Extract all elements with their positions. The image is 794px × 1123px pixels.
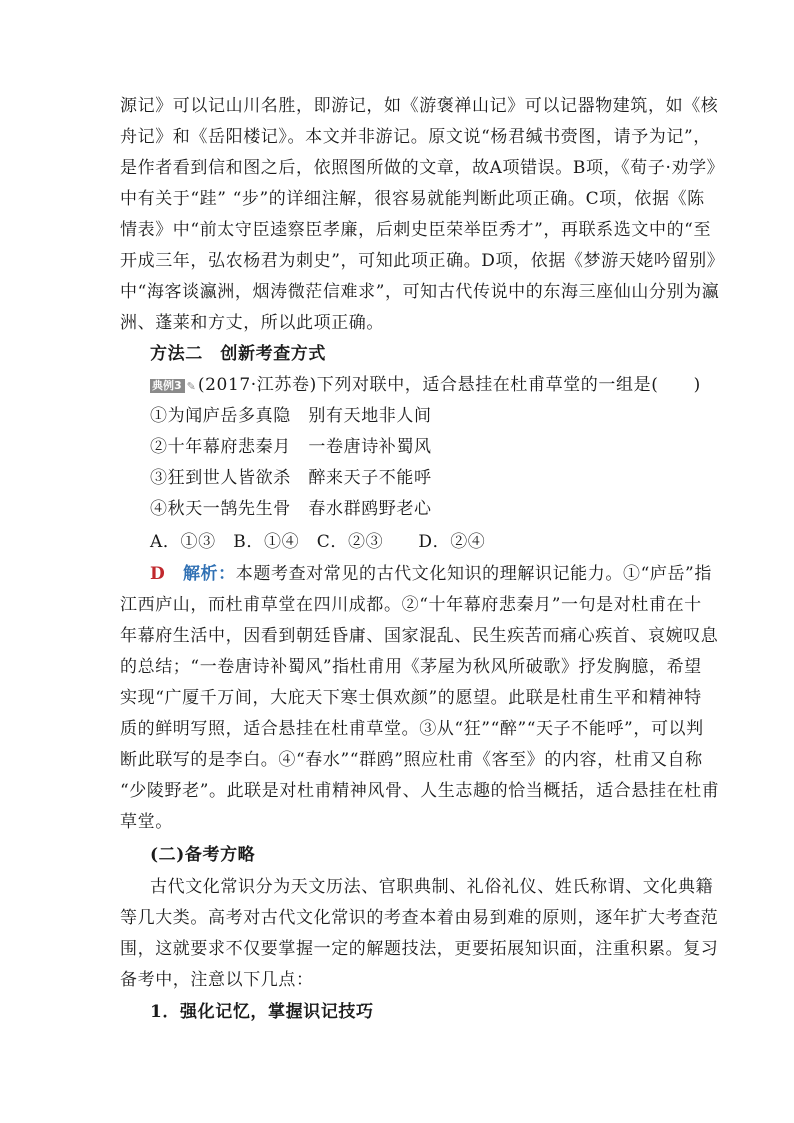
text-line: 洲、蓬莱和方丈，所以此项正确。 [120, 313, 384, 333]
analysis-line: 江西庐山，而杜甫草堂在四川成都。②“十年幕府悲秦月”一句是对杜甫在十 [120, 595, 702, 615]
strategy-line: 备考中，注意以下几点： [120, 970, 314, 990]
analysis-line: 断此联写的是李白。④“春水”“群鸥”照应杜甫《客至》的内容，杜甫又自称 [120, 750, 703, 770]
analysis-line: 年幕府生活中，因看到朝廷昏庸、国家混乱、民生疾苦而痛心疾首、哀婉叹息 [120, 626, 719, 646]
strategy-line: 等几大类。高考对古代文化常识的考查本着由易到难的原则，逐年扩大考查范 [120, 908, 719, 928]
point-heading: 1．强化记忆，掌握识记技巧 [150, 1002, 374, 1022]
couplet-option: ①为闻庐岳多真隐 别有天地非人间 [150, 406, 432, 426]
analysis-line: 的总结；“一卷唐诗补蜀风”指杜甫用《茅屋为秋风所破歌》抒发胸臆，希望 [120, 657, 702, 677]
method-heading: 方法二 创新考查方式 [150, 344, 326, 364]
strategy-line: 古代文化常识分为天文历法、官职典制、礼俗礼仪、姓氏称谓、文化典籍 [150, 877, 714, 897]
strategy-heading: (二)备考方略 [150, 845, 256, 865]
analysis-line: “少陵野老”。此联是对杜甫精神风骨、人生志趣的恰当概括，适合悬挂在杜甫 [120, 781, 720, 801]
text-line: 中“海客谈瀛洲，烟涛微茫信难求”，可知古代传说中的东海三座仙山分别为瀛 [120, 282, 720, 302]
analysis-line: 质的鲜明写照，适合悬挂在杜甫草堂。③从“狂”“醉”“天子不能呼”，可以判 [120, 719, 704, 739]
pen-icon: ✎ [186, 380, 196, 393]
text-line: 开成三年，弘农杨君为刺史”，可知此项正确。D项，依据《梦游天姥吟留别》 [120, 251, 725, 271]
example-question [150, 375, 710, 395]
text-line: 中有关于“跬” “步”的详细注解，很容易就能判断此项正确。C项，依据《陈 [120, 189, 705, 209]
example-question-text: (2017·江苏卷)下列对联中，适合悬挂在杜甫草堂的一组是( ) [197, 375, 701, 395]
couplet-option: ③狂到世人皆欲杀 醉来天子不能呼 [150, 468, 432, 488]
text-line: 情表》中“前太守臣逵察臣孝廉，后刺史臣荣举臣秀才”，再联系选文中的“至 [120, 220, 712, 240]
analysis-line: 实现“广厦千万间，大庇天下寒士俱欢颜”的愿望。此联是杜甫生平和精神特 [120, 688, 702, 708]
couplet-option: ④秋天一鹄先生骨 春水群鸥野老心 [150, 499, 432, 519]
analysis-line: 草堂。 [120, 812, 173, 832]
couplet-option: ②十年幕府悲秦月 一卷唐诗补蜀风 [150, 437, 432, 457]
text-line: 源记》可以记山川名胜，即游记，如《游褒禅山记》可以记器物建筑，如《核 [120, 96, 719, 116]
analysis-label: 解析： [182, 564, 236, 584]
analysis-first-line [150, 564, 712, 584]
text-line: 舟记》和《岳阳楼记》。本文并非游记。原文说“杨君缄书赍图，请予为记”， [120, 127, 711, 147]
strategy-line: 围，这就要求不仅要掌握一定的解题技法，更要拓展知识面，注重积累。复习 [120, 939, 719, 959]
text-line: 是作者看到信和图之后，依照图所做的文章，故A项错误。B项，《荀子·劝学》 [120, 158, 725, 178]
analysis-text: 本题考查对常见的古代文化知识的理解识记能力。①“庐岳”指 [235, 564, 712, 584]
example-tag: 典例3 [150, 379, 185, 393]
answer-choices: A．①③ B．①④ C．②③ D．②④ [150, 532, 486, 552]
answer-letter: D [150, 564, 166, 584]
